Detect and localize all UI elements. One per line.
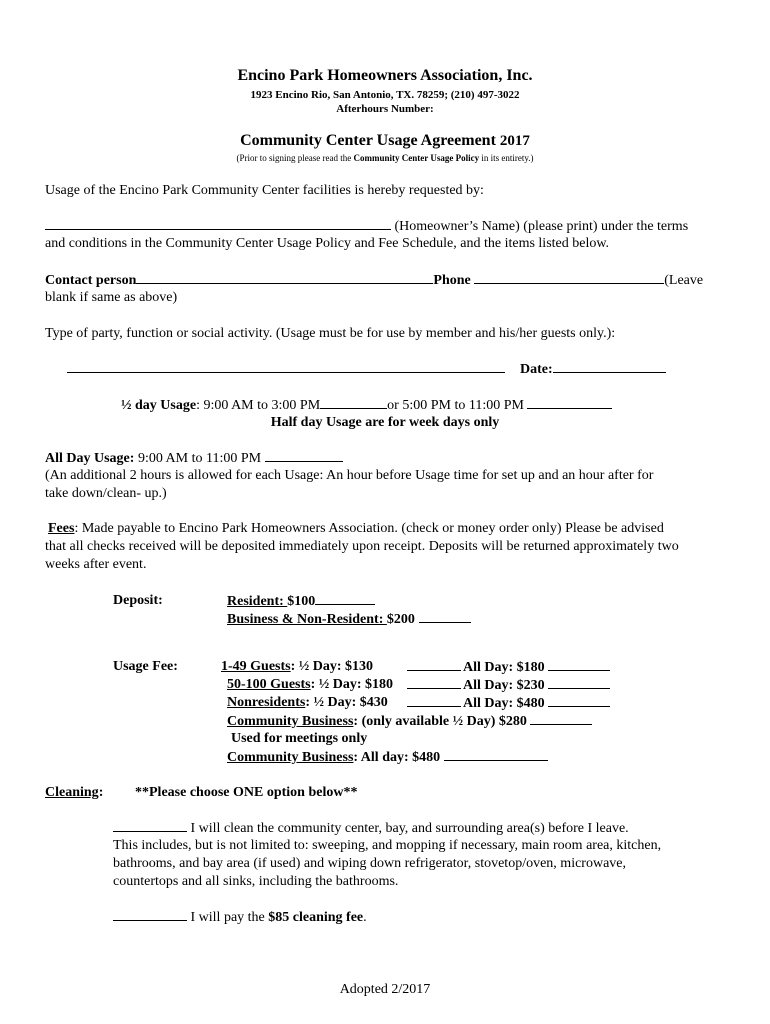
fees-line-3: weeks after event. [45, 557, 147, 572]
business-deposit-field[interactable] [419, 610, 471, 623]
all-day-note-2: take down/clean- up.) [45, 486, 167, 501]
fee-half-field[interactable] [407, 658, 461, 671]
deposit-business [227, 610, 471, 629]
community-all-field[interactable] [444, 748, 548, 761]
fee-all-field[interactable] [548, 676, 610, 689]
cleaning-label-line [45, 784, 103, 802]
half-day-line [121, 396, 612, 415]
fee-half-field[interactable] [407, 694, 461, 707]
cleaning-option-1-line-4: countertops and all sinks, including the bathrooms. [113, 874, 399, 889]
half-day-note: Half day Usage are for week days only [270, 415, 500, 430]
all-day-time: 9:00 AM to 11:00 PM [134, 451, 265, 466]
half-day-or: or 5:00 PM to 11:00 PM [387, 398, 528, 413]
homeowner-line [45, 217, 688, 236]
party-date-line [67, 360, 666, 379]
community-business-text-2: : All day: $480 [353, 750, 441, 765]
party-type-line: Type of party, function or social activity. (Usage must be for use by member and his/her guests only.): [45, 326, 616, 341]
fee-row-group: 50-100 Guests [227, 677, 311, 692]
cleaning-choose: **Please choose ONE option below** [135, 785, 358, 800]
cleaning-option-2-text: I will pay the [187, 910, 269, 925]
homeowner-suffix: (Homeowner’s Name) (please print) under the terms [391, 219, 689, 234]
cleaning-option-1-text: I will clean the community center, bay, and surrounding area(s) before I leave. [187, 821, 629, 836]
fee-row [227, 676, 393, 694]
cleaning-colon: : [98, 785, 104, 800]
phone-label: Phone [433, 273, 475, 288]
usage-fee-label: Usage Fee: [113, 659, 178, 674]
fee-row [227, 694, 388, 712]
contact-label: Contact person [45, 273, 137, 288]
date-label: Date: [520, 362, 553, 377]
fees-label: Fees [48, 521, 75, 536]
cleaning-fee-amount: $85 cleaning fee [268, 910, 364, 925]
leave-text: (Leave [664, 273, 704, 288]
cleaning-option-1-line-3: bathrooms, and bay area (if used) and wiping down refrigerator, stovetop/oven, microwave, [113, 856, 626, 871]
adopted-footer: Adopted 2/2017 [339, 982, 431, 997]
leave-cont: blank if same as above) [45, 290, 178, 305]
fee-row-half: : ½ Day: $180 [310, 677, 394, 692]
cleaning-option-2-end: . [363, 910, 367, 925]
half-day-time: : 9:00 AM to 3:00 PM [196, 398, 321, 413]
fee-row-all [463, 658, 610, 677]
community-business-label: Community Business [227, 714, 354, 729]
cleaning-option-1-line-2: This includes, but is not limited to: sweeping, and mopping if necessary, main room area, kitchen, [113, 838, 662, 853]
afterhours-number: Afterhours Number: [336, 103, 434, 115]
cleaning-option-2 [113, 908, 367, 927]
clean-myself-field[interactable] [113, 819, 187, 832]
party-type-field[interactable] [67, 360, 505, 373]
cleaning-fee-field[interactable] [113, 908, 187, 921]
fee-row-half: : ½ Day: $430 [305, 695, 388, 710]
deposit-label: Deposit: [113, 593, 163, 608]
policy-note-suffix: in its entirety.) [479, 153, 534, 163]
business-label: Business & Non-Resident: [227, 612, 387, 627]
fee-row-all [463, 694, 610, 713]
fee-row-all [463, 676, 610, 695]
fee-row-half-blank [407, 694, 461, 713]
fee-row-all-text: All Day: $180 [463, 660, 545, 675]
org-address: 1923 Encino Rio, San Antonio, TX. 78259; (210) 497-3022 [250, 89, 520, 101]
fee-half-field[interactable] [407, 676, 461, 689]
community-business-label-2: Community Business [227, 750, 354, 765]
policy-note-prefix: (Prior to signing please read the [236, 153, 354, 163]
request-line: Usage of the Encino Park Community Center facilities is hereby requested by: [45, 183, 484, 198]
cleaning-label: Cleaning [45, 785, 99, 800]
fee-row-half: : ½ Day: $130 [290, 659, 374, 674]
fee-all-field[interactable] [548, 658, 610, 671]
fee-row-all-text: All Day: $230 [463, 678, 545, 693]
community-business-half [227, 712, 592, 731]
date-field[interactable] [553, 360, 666, 373]
document-title [0, 132, 770, 150]
cleaning-option-1 [113, 819, 629, 838]
half-day-evening-field[interactable] [527, 396, 612, 409]
business-amount: $200 [386, 612, 415, 627]
half-day-morning-field[interactable] [320, 396, 387, 409]
phone-field[interactable] [474, 271, 664, 284]
community-half-field[interactable] [530, 712, 592, 725]
contact-person-field[interactable] [136, 271, 433, 284]
homeowner-cont: and conditions in the Community Center Usage Policy and Fee Schedule, and the items listed below. [45, 236, 610, 251]
all-day-field[interactable] [265, 449, 343, 462]
fee-row-group: Nonresidents [227, 695, 306, 710]
all-day-line [45, 449, 343, 468]
fee-row-half-blank [407, 676, 461, 695]
meetings-note: Used for meetings only [231, 731, 368, 746]
community-business-text: : (only available ½ Day) $280 [353, 714, 527, 729]
fee-row-half-blank [407, 658, 461, 677]
org-name: Encino Park Homeowners Association, Inc. [237, 67, 533, 84]
policy-note [0, 152, 770, 164]
fees-line-2: that all checks received will be deposited immediately upon receipt. Deposits will be returned approximately two [45, 539, 679, 554]
homeowner-name-field[interactable] [45, 217, 391, 230]
fee-row-all-text: All Day: $480 [463, 696, 545, 711]
fees-line-1 [48, 520, 664, 538]
half-day-label: ½ day Usage [121, 398, 197, 413]
policy-note-bold: Community Center Usage Policy [353, 153, 480, 163]
resident-label: Resident: [227, 594, 288, 609]
community-business-all [227, 748, 548, 767]
fee-row [221, 658, 373, 676]
fee-row-group: 1-49 Guests [221, 659, 291, 674]
document-year: 2017 [499, 133, 530, 149]
deposit-resident [227, 592, 375, 611]
resident-amount: $100 [287, 594, 316, 609]
all-day-label: All Day Usage: [45, 451, 135, 466]
resident-deposit-field[interactable] [315, 592, 375, 605]
contact-line [45, 271, 703, 290]
fees-text-1: : Made payable to Encino Park Homeowners Association. (check or money order only) Please be advised [74, 521, 664, 536]
fee-all-field[interactable] [548, 694, 610, 707]
all-day-note-1: (An additional 2 hours is allowed for each Usage: An hour before Usage time for set up and an hour after for [45, 468, 654, 483]
document-title-text: Community Center Usage Agreement [240, 132, 496, 149]
